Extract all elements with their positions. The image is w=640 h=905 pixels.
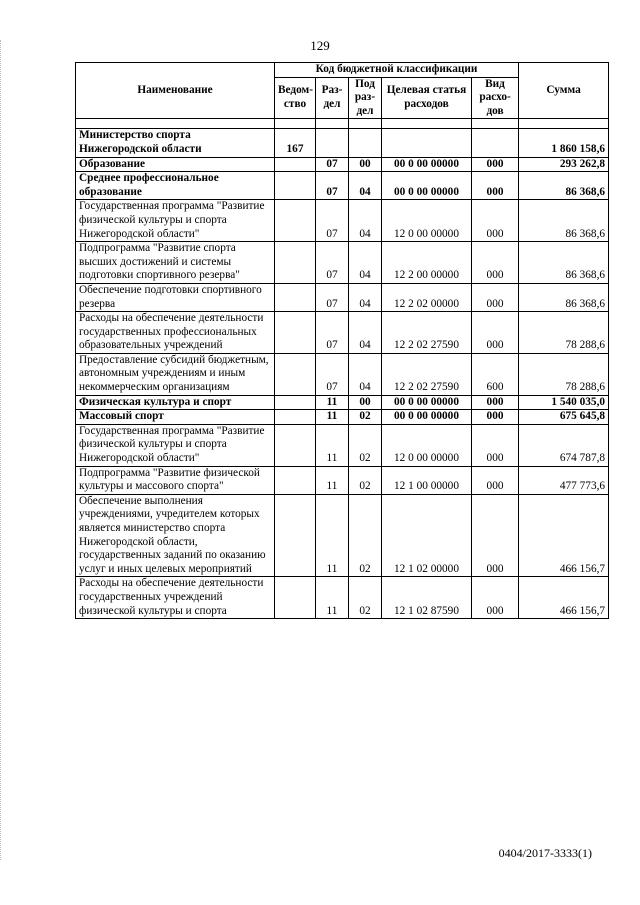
header-target-article: Целевая статья расходов [382, 77, 472, 119]
cell-vedomstvo [275, 395, 316, 410]
cell-sum: 78 288,6 [519, 353, 609, 395]
cell-sum: 86 368,6 [519, 172, 609, 200]
budget-table [75, 62, 609, 619]
cell-podrazdel: 04 [349, 242, 382, 284]
cell-sum: 86 368,6 [519, 242, 609, 284]
cell-sum: 293 262,8 [519, 157, 609, 172]
cell-vedomstvo [275, 157, 316, 172]
cell-name: Образование [76, 157, 275, 172]
cell-vedomstvo [275, 283, 316, 311]
cell-target-article [382, 129, 472, 157]
cell-vedomstvo [275, 312, 316, 354]
cell-name: Обеспечение выполнения учреждениями, учредителем которых является министерство спорта Нижегородской области, государственных заданий по оказанию услуг и иных целевых мероприятий [76, 494, 275, 577]
cell-expense-type: 600 [472, 353, 519, 395]
table-row [76, 200, 609, 242]
cell-expense-type: 000 [472, 242, 519, 284]
cell-sum: 86 368,6 [519, 283, 609, 311]
page-number: 129 [310, 38, 330, 53]
cell-expense-type: 000 [472, 172, 519, 200]
cell-expense-type: 000 [472, 200, 519, 242]
cell-target-article: 12 2 02 00000 [382, 283, 472, 311]
cell-name: Среднее профессиональное образование [76, 172, 275, 200]
cell-name: Подпрограмма "Развитие спорта высших достижений и системы подготовки спортивного резерва" [76, 242, 275, 284]
cell-razdel: 07 [316, 200, 349, 242]
cell-name: Подпрограмма "Развитие физической культуры и массового спорта" [76, 466, 275, 494]
cell-vedomstvo [275, 200, 316, 242]
cell-name: Государственная программа "Развитие физической культуры и спорта Нижегородской области" [76, 200, 275, 242]
cell-expense-type: 000 [472, 410, 519, 425]
cell-vedomstvo [275, 172, 316, 200]
header-vedomstvo: Ведом-ство [275, 77, 316, 119]
table-row [76, 466, 609, 494]
cell-razdel: 07 [316, 353, 349, 395]
cell-expense-type: 000 [472, 424, 519, 466]
cell-sum: 675 645,8 [519, 410, 609, 425]
cell-name: Государственная программа "Развитие физической культуры и спорта Нижегородской области" [76, 424, 275, 466]
table-row [76, 410, 609, 425]
cell-target-article: 12 2 02 27590 [382, 353, 472, 395]
cell-podrazdel: 02 [349, 424, 382, 466]
cell-vedomstvo [275, 577, 316, 619]
cell-podrazdel [349, 129, 382, 157]
header-name: Наименование [76, 63, 275, 119]
table-row [76, 129, 609, 157]
cell-podrazdel: 02 [349, 410, 382, 425]
cell-target-article: 12 1 02 87590 [382, 577, 472, 619]
cell-razdel: 11 [316, 466, 349, 494]
cell-razdel: 11 [316, 577, 349, 619]
scan-margin-mark [0, 40, 7, 860]
cell-sum: 1 860 158,6 [519, 129, 609, 157]
cell-sum: 78 288,6 [519, 312, 609, 354]
cell-vedomstvo [275, 466, 316, 494]
cell-podrazdel: 02 [349, 577, 382, 619]
cell-vedomstvo [275, 424, 316, 466]
header-sum: Сумма [519, 63, 609, 119]
cell-sum: 1 540 035,0 [519, 395, 609, 410]
cell-sum: 477 773,6 [519, 466, 609, 494]
cell-vedomstvo: 167 [275, 129, 316, 157]
cell-expense-type: 000 [472, 312, 519, 354]
table-row [76, 157, 609, 172]
cell-podrazdel: 04 [349, 200, 382, 242]
cell-podrazdel: 00 [349, 157, 382, 172]
cell-razdel: 07 [316, 172, 349, 200]
cell-razdel: 07 [316, 283, 349, 311]
cell-vedomstvo [275, 494, 316, 577]
cell-target-article: 00 0 00 00000 [382, 157, 472, 172]
cell-vedomstvo [275, 410, 316, 425]
cell-expense-type: 000 [472, 577, 519, 619]
cell-name: Массовый спорт [76, 410, 275, 425]
header-expense-type: Вид расхо-дов [472, 77, 519, 119]
cell-razdel: 11 [316, 395, 349, 410]
cell-podrazdel: 00 [349, 395, 382, 410]
cell-expense-type: 000 [472, 157, 519, 172]
cell-name: Расходы на обеспечение деятельности государственных учреждений физической культуры и спорта [76, 577, 275, 619]
cell-target-article: 12 0 00 00000 [382, 424, 472, 466]
cell-target-article: 12 2 00 00000 [382, 242, 472, 284]
table-body [76, 119, 609, 619]
cell-expense-type: 000 [472, 395, 519, 410]
cell-podrazdel: 02 [349, 466, 382, 494]
cell-name: Предоставление субсидий бюджетным, автономным учреждениям и иным некоммерческим организациям [76, 353, 275, 395]
cell-podrazdel: 04 [349, 172, 382, 200]
cell-expense-type: 000 [472, 283, 519, 311]
cell-name: Расходы на обеспечение деятельности государственных профессиональных образовательных учреждений [76, 312, 275, 354]
cell-vedomstvo [275, 242, 316, 284]
cell-name: Физическая культура и спорт [76, 395, 275, 410]
cell-name: Обеспечение подготовки спортивного резерва [76, 283, 275, 311]
cell-podrazdel: 04 [349, 283, 382, 311]
cell-expense-type [472, 129, 519, 157]
cell-target-article: 12 1 02 00000 [382, 494, 472, 577]
table-row [76, 395, 609, 410]
cell-podrazdel: 04 [349, 312, 382, 354]
cell-sum: 466 156,7 [519, 577, 609, 619]
cell-target-article: 00 0 00 00000 [382, 172, 472, 200]
cell-razdel: 07 [316, 157, 349, 172]
table-row [76, 172, 609, 200]
table-row [76, 353, 609, 395]
cell-expense-type: 000 [472, 466, 519, 494]
cell-podrazdel: 04 [349, 353, 382, 395]
spacer-row [76, 119, 609, 129]
header-razdel: Раз-дел [316, 77, 349, 119]
cell-podrazdel: 02 [349, 494, 382, 577]
cell-name: Министерство спорта Нижегородской области [76, 129, 275, 157]
cell-vedomstvo [275, 353, 316, 395]
header-classification-group: Код бюджетной классификации [275, 63, 519, 78]
table-row [76, 283, 609, 311]
cell-razdel: 11 [316, 424, 349, 466]
cell-razdel: 11 [316, 494, 349, 577]
table-row [76, 242, 609, 284]
cell-razdel: 07 [316, 242, 349, 284]
cell-target-article: 12 2 02 27590 [382, 312, 472, 354]
cell-target-article: 00 0 00 00000 [382, 395, 472, 410]
cell-sum: 674 787,8 [519, 424, 609, 466]
table-row [76, 494, 609, 577]
cell-razdel: 07 [316, 312, 349, 354]
cell-razdel [316, 129, 349, 157]
table-row [76, 577, 609, 619]
header-podrazdel: Под раз-дел [349, 77, 382, 119]
table-row [76, 312, 609, 354]
cell-target-article: 12 1 00 00000 [382, 466, 472, 494]
cell-target-article: 12 0 00 00000 [382, 200, 472, 242]
cell-sum: 466 156,7 [519, 494, 609, 577]
table-row [76, 424, 609, 466]
cell-expense-type: 000 [472, 494, 519, 577]
cell-target-article: 00 0 00 00000 [382, 410, 472, 425]
cell-sum: 86 368,6 [519, 200, 609, 242]
document-code: 0404/2017-3333(1) [498, 846, 592, 860]
cell-razdel: 11 [316, 410, 349, 425]
